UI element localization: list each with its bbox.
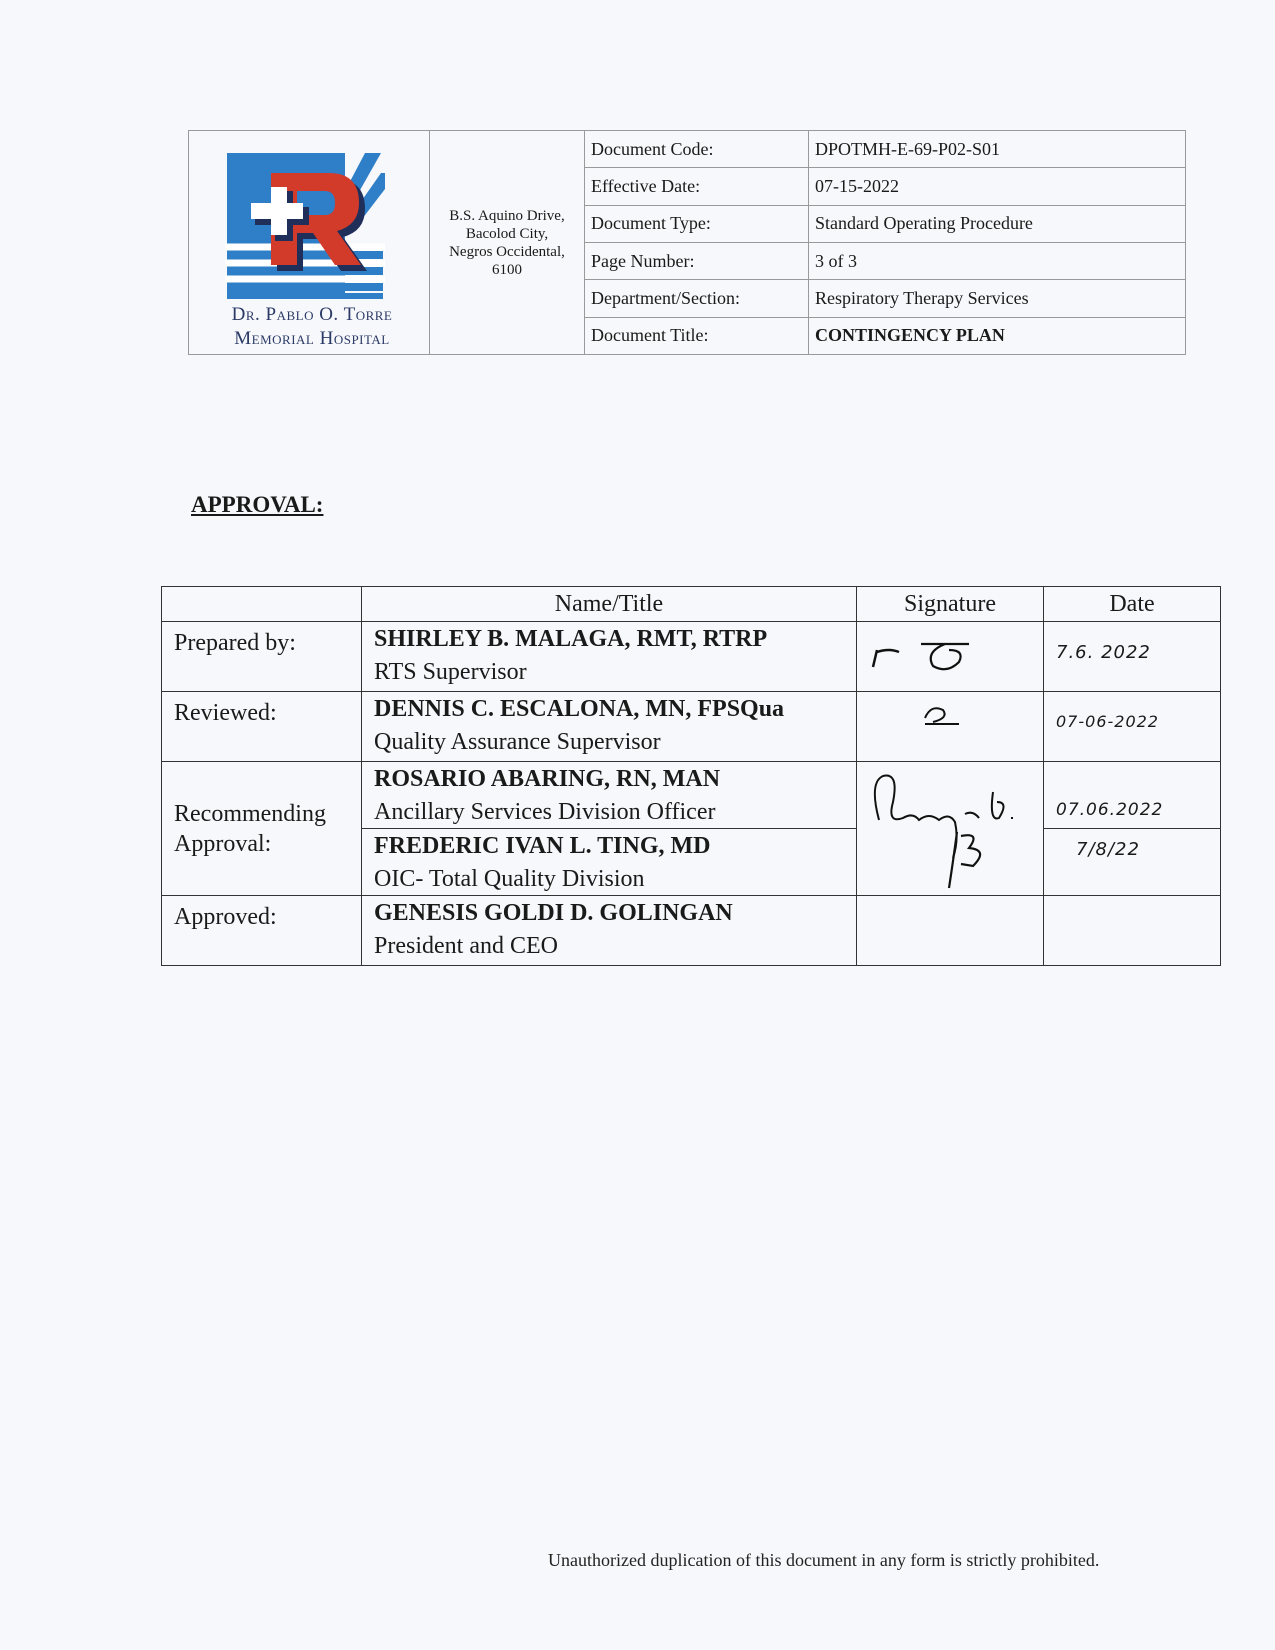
signatory-name: ROSARIO ABARING, RN, MAN [374,766,721,792]
name-title-cell [362,829,857,896]
logo-cell [189,131,430,355]
role-cell: Prepared by: [162,622,362,692]
role-cell: Reviewed: [162,692,362,762]
signature-cell [857,692,1044,762]
department-label: Department/Section: [585,280,809,317]
signatory-title: Ancillary Services Division Officer [374,799,716,825]
address-line: Negros Occidental, [449,243,565,260]
signatory-name: FREDERIC IVAN L. TING, MD [374,833,711,859]
signatory-name: DENNIS C. ESCALONA, MN, FPSQua [374,696,785,722]
signed-date: 07-06-2022 [1056,712,1159,731]
approval-table [161,586,1221,966]
column-header-role [162,587,362,622]
approval-heading: APPROVAL: [191,492,324,517]
page-number-label: Page Number: [585,242,809,279]
hospital-name [201,303,423,351]
signature-cell [857,896,1044,966]
document-title-value: CONTINGENCY PLAN [809,317,1186,354]
footer-note: Unauthorized duplication of this document in any form is strictly prohibited. [548,1550,1100,1570]
document-code-value: DPOTMH-E-69-P02-S01 [809,131,1186,168]
date-cell [1044,692,1221,762]
hospital-name-line2: Memorial Hospital [234,328,390,349]
document-title-label: Document Title: [585,317,809,354]
page-number-value: 3 of 3 [809,242,1186,279]
address-line: B.S. Aquino Drive, [449,207,565,224]
date-cell [1044,829,1221,896]
signature-icon [869,762,1029,892]
date-cell [1044,896,1221,966]
department-value: Respiratory Therapy Services [809,280,1186,317]
table-row [162,692,1221,762]
column-header-signature: Signature [857,587,1044,622]
table-row [162,762,1221,829]
table-row [162,896,1221,966]
signatory-name: SHIRLEY B. MALAGA, RMT, RTRP [374,626,768,652]
signatory-title: President and CEO [374,933,558,959]
signature-cell [857,622,1044,692]
signatory-title: Quality Assurance Supervisor [374,729,661,755]
column-header-date: Date [1044,587,1221,622]
name-title-cell [362,762,857,829]
signatory-title: RTS Supervisor [374,659,527,685]
document-type-value: Standard Operating Procedure [809,205,1186,242]
table-row [162,622,1221,692]
effective-date-value: 07-15-2022 [809,168,1186,205]
date-cell [1044,762,1221,829]
effective-date-label: Effective Date: [585,168,809,205]
name-title-cell [362,896,857,966]
hospital-logo-icon [225,151,385,301]
address-line: 6100 [492,261,522,278]
column-header-name-title: Name/Title [362,587,857,622]
role-cell: Approved: [162,896,362,966]
signed-date: 7.6. 2022 [1056,642,1151,663]
document-code-label: Document Code: [585,131,809,168]
date-cell [1044,622,1221,692]
signature-icon [869,622,1009,682]
document-header-table [188,130,1186,355]
hospital-name-line1: Dr. Pablo O. Torre [231,304,393,325]
name-title-cell [362,692,857,762]
signature-cell [857,762,1044,896]
signatory-name: GENESIS GOLDI D. GOLINGAN [374,900,733,926]
document-type-label: Document Type: [585,205,809,242]
signed-date: 7/8/22 [1076,839,1140,860]
name-title-cell [362,622,857,692]
address-cell [430,131,585,355]
signed-date: 07.06.2022 [1056,800,1164,820]
role-cell: Recommending Approval: [162,762,362,896]
address-line: Bacolod City, [465,225,549,242]
signatory-title: OIC- Total Quality Division [374,866,645,892]
signature-icon [869,692,1009,742]
